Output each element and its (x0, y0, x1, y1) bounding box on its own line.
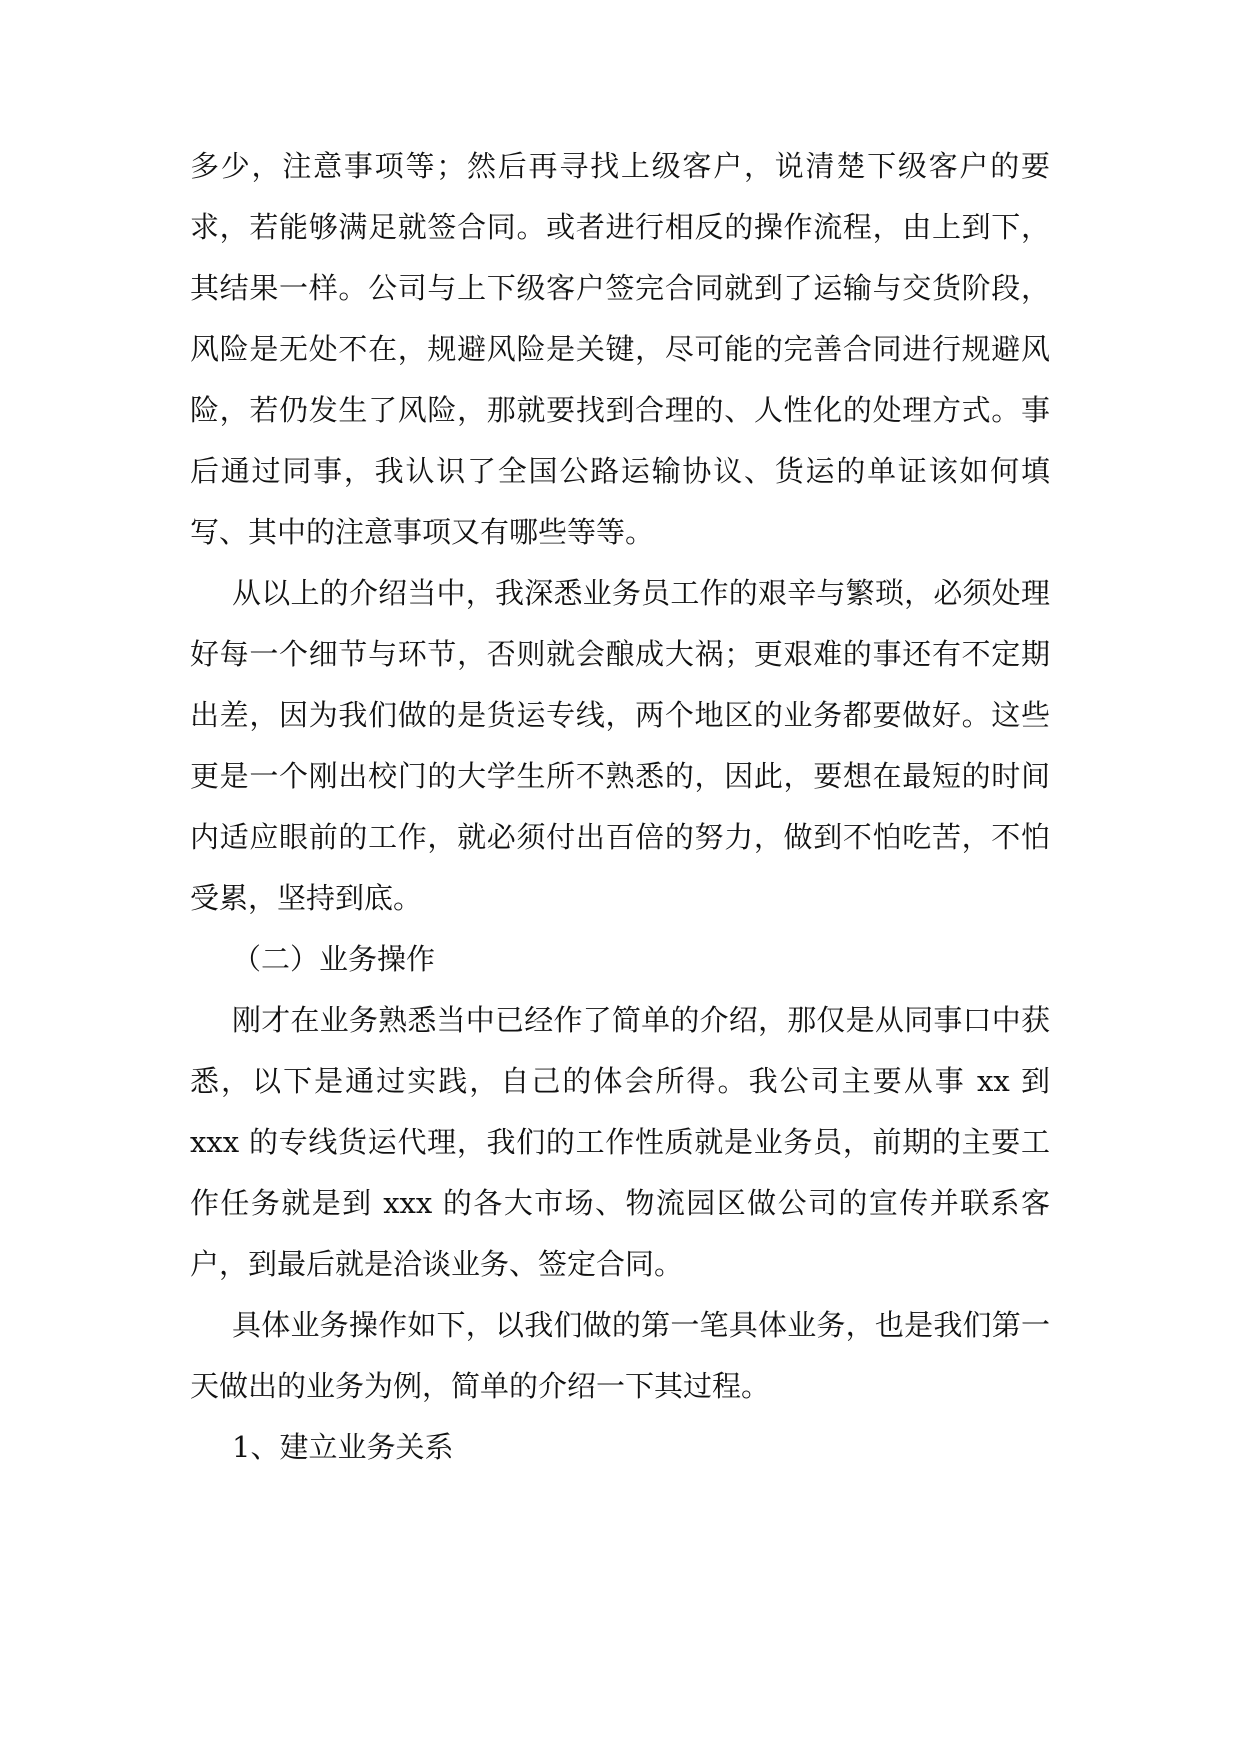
paragraph-salesman-difficulty: 从以上的介绍当中，我深悉业务员工作的艰辛与繁琐，必须处理好每一个细节与环节，否则就会酿成大祸；更艰难的事还有不定期出差，因为我们做的是货运专线，两个地区的业务都要做好。这些更是一个刚出校门的大学生所不熟悉的，因此，要想在最短的时间内适应眼前的工作，就必须付出百倍的努力，做到不怕吃苦，不怕受累，坚持到底。 (190, 576, 1050, 915)
document-body (190, 136, 1050, 1478)
paragraph-risk-handling: 多少，注意事项等；然后再寻找上级客户，说清楚下级客户的要求，若能够满足就签合同。或者进行相反的操作流程，由上到下，其结果一样。公司与上下级客户签完合同就到了运输与交货阶段，风险是无处不在，规避风险是关键，尽可能的完善合同进行规避风险，若仍发生了风险，那就要找到合理的、人性化的处理方式。事后通过同事，我认识了全国公路运输协议、货运的单证该如何填写、其中的注意事项又有哪些等等。 (190, 149, 1050, 549)
subheading-build-relationship: 1、建立业务关系 (232, 1430, 454, 1464)
paragraph-business-practice: 刚才在业务熟悉当中已经作了简单的介绍，那仅是从同事口中获悉，以下是通过实践，自己的体会所得。我公司主要从事 xx 到 xxx 的专线货运代理，我们的工作性质就是业务员，前期的主要工作任务就是到 xxx 的各大市场、物流园区做公司的宣传并联系客户，到最后就是洽谈业务、签定合同。 (190, 1003, 1050, 1281)
section-heading-business-operation: （二）业务操作 (232, 942, 436, 976)
paragraph-first-business-example: 具体业务操作如下，以我们做的第一笔具体业务，也是我们第一天做出的业务为例，简单的介绍一下其过程。 (190, 1308, 1050, 1403)
